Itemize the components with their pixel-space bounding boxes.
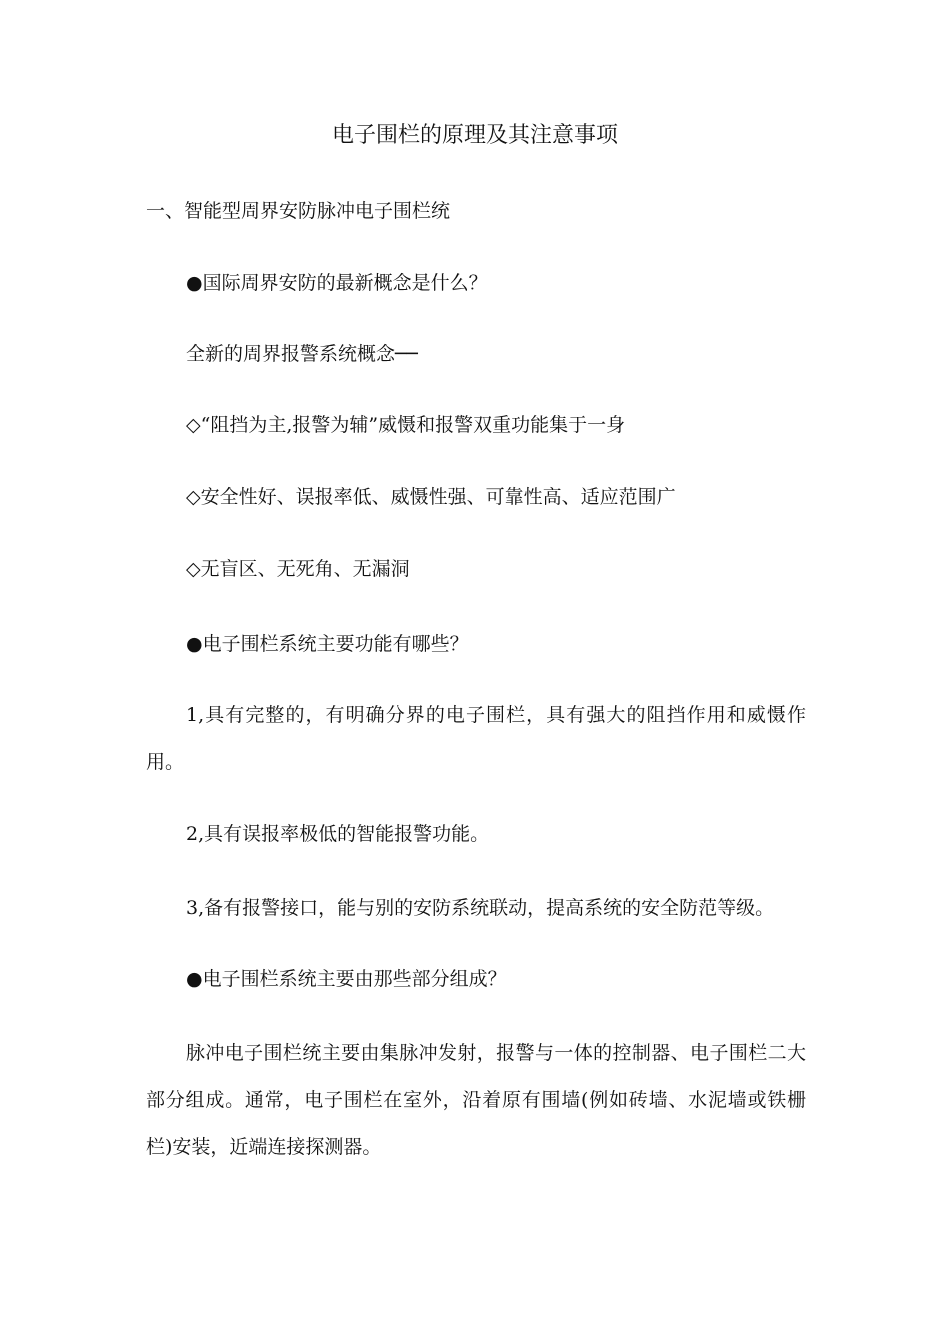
concept-intro: 全新的周界报警系统概念── xyxy=(186,343,418,365)
question-2: ●电子围栏系统主要功能有哪些？ xyxy=(186,633,469,655)
section-heading: 一、智能型周界安防脉冲电子围栏统 xyxy=(146,200,451,222)
document-title: 电子围栏的原理及其注意事项 xyxy=(331,123,618,148)
function-item-1: 1,具有完整的，有明确分界的电子围栏，具有强大的阻挡作用和威慑作用。 xyxy=(146,704,806,773)
function-item-2: 2,具有误报率极低的智能报警功能。 xyxy=(186,823,490,845)
question-3: ●电子围栏系统主要由那些部分组成？ xyxy=(186,968,507,990)
feature-item-1: ◇“阻挡为主,报警为辅”威慑和报警双重功能集于一身 xyxy=(186,414,626,436)
composition-paragraph: 脉冲电子围栏统主要由集脉冲发射，报警与一体的控制器、电子围栏二大部分组成。通常，电子围栏在室外，沿着原有围墙(例如砖墙、水泥墙或铁栅栏)安装，近端连接探测器。 xyxy=(146,1042,806,1158)
question-1: ●国际周界安防的最新概念是什么？ xyxy=(186,272,488,294)
feature-item-3: ◇无盲区、无死角、无漏洞 xyxy=(186,558,410,580)
function-item-3: 3,备有报警接口，能与别的安防系统联动，提高系统的安全防范等级。 xyxy=(186,897,775,919)
feature-item-2: ◇安全性好、误报率低、威慑性强、可靠性高、适应范围广 xyxy=(186,486,676,508)
